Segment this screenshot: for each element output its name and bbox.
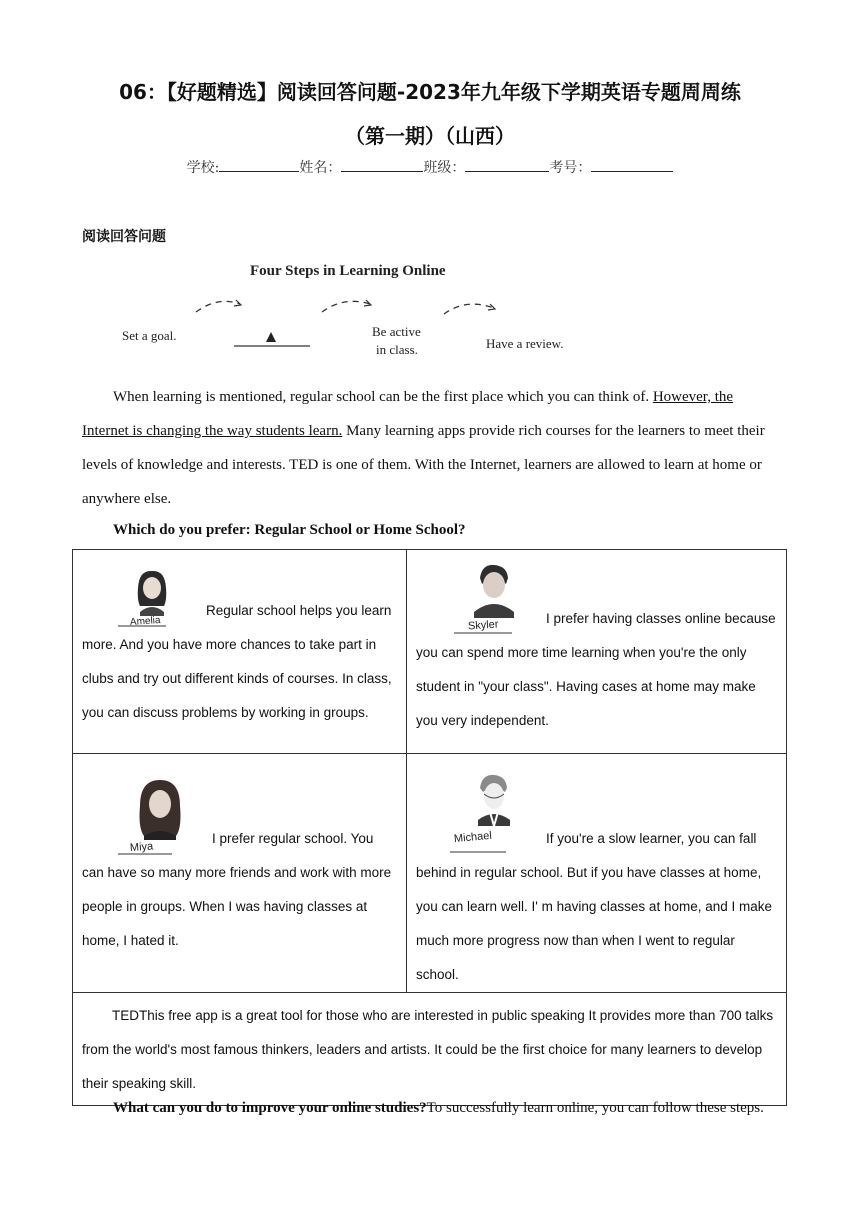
opinion-cell-skyler bbox=[407, 550, 787, 754]
step-set-goal: Set a goal. bbox=[122, 328, 177, 343]
step-arrow-1 bbox=[196, 301, 240, 312]
step-arrow-3 bbox=[444, 304, 494, 314]
miya-opinion-text: I prefer regular school. You can have so many more friends and work with more people in groups. When I was having classes at home, I hated it. bbox=[82, 831, 392, 948]
opinion-cell-amelia bbox=[73, 550, 407, 754]
exam-number-blank[interactable] bbox=[591, 157, 673, 172]
class-blank[interactable] bbox=[465, 157, 549, 172]
student-info-line bbox=[0, 157, 860, 177]
opinions-table bbox=[72, 549, 787, 1106]
triangle-icon bbox=[266, 332, 276, 342]
step-be-active: Be active bbox=[372, 324, 421, 339]
amelia-avatar-icon bbox=[116, 568, 206, 628]
intro-paragraph bbox=[82, 380, 778, 516]
table-row bbox=[73, 754, 787, 993]
miya-name: Miya bbox=[129, 840, 154, 855]
michael-name: Michael bbox=[453, 829, 493, 846]
miya-avatar-icon bbox=[116, 776, 212, 856]
intro-text-start: When learning is mentioned, regular school can be the first place which you can think of. bbox=[113, 389, 653, 405]
school-blank[interactable] bbox=[219, 157, 299, 172]
name-blank[interactable] bbox=[341, 157, 423, 172]
skyler-name: Skyler bbox=[467, 618, 499, 633]
question-improve-rest: To successfully learn online, you can follow these steps. bbox=[426, 1100, 764, 1116]
question-improve-online bbox=[113, 1100, 764, 1117]
document-title-line2: （第一期）（山西） bbox=[345, 124, 515, 148]
skyler-avatar-icon bbox=[450, 560, 546, 636]
amelia-name: Amelia bbox=[129, 614, 161, 628]
school-label: 学校: bbox=[186, 160, 220, 176]
opinion-cell-miya bbox=[73, 754, 407, 993]
exam-number-label: 考号： bbox=[549, 160, 592, 176]
document-title-line1: 06：【好题精选】阅读回答问题-2023年九年级下学期英语专题周周练 bbox=[119, 80, 741, 104]
table-row bbox=[73, 550, 787, 754]
step-in-class: in class. bbox=[376, 342, 418, 357]
step-have-review: Have a review. bbox=[486, 336, 564, 351]
step-arrow-2 bbox=[322, 301, 370, 312]
name-label: 姓名： bbox=[299, 160, 342, 176]
opinion-cell-michael bbox=[407, 754, 787, 993]
intro-underlined-sentence: However, the Internet is changing the way students learn. bbox=[82, 389, 734, 439]
section-title: 阅读回答问题 bbox=[82, 229, 166, 245]
michael-opinion-text: If you're a slow learner, you can fall behind in regular school. But if you have classes at home, you can learn well. I' m having classes at home, and I make much more progress now than when I went to regular school. bbox=[416, 831, 773, 982]
question-prefer-school: Which do you prefer: Regular School or Home School? bbox=[113, 522, 466, 538]
diagram-title: Four Steps in Learning Online bbox=[250, 263, 446, 279]
question-improve-bold: What can you do to improve your online studies? bbox=[113, 1100, 427, 1116]
intro-text-end: Many learning apps provide rich courses for the learners to meet their levels of knowledge and interests. TED is one of them. With the Internet, learners are allowed to learn at home or anywhere else. bbox=[82, 423, 765, 507]
ted-note-cell bbox=[73, 993, 787, 1106]
four-steps-diagram bbox=[100, 248, 580, 368]
amelia-opinion-text: Regular school helps you learn more. And you have more chances to take part in clubs and try out different kinds of courses. In class, you can discuss problems by working in groups. bbox=[82, 603, 392, 720]
michael-avatar-icon bbox=[450, 772, 546, 856]
table-row bbox=[73, 993, 787, 1106]
class-label: 班级： bbox=[423, 160, 466, 176]
ted-note-text: TEDThis free app is a great tool for those who are interested in public speaking It provides more than 700 talks from the world's most famous thinkers, leaders and artists. It could be the first choice for many learners to develop their speaking skill. bbox=[82, 1008, 774, 1091]
skyler-opinion-text: I prefer having classes online because you can spend more time learning when you're the only student in "your class". Having cases at home may make you very independent. bbox=[416, 611, 776, 728]
